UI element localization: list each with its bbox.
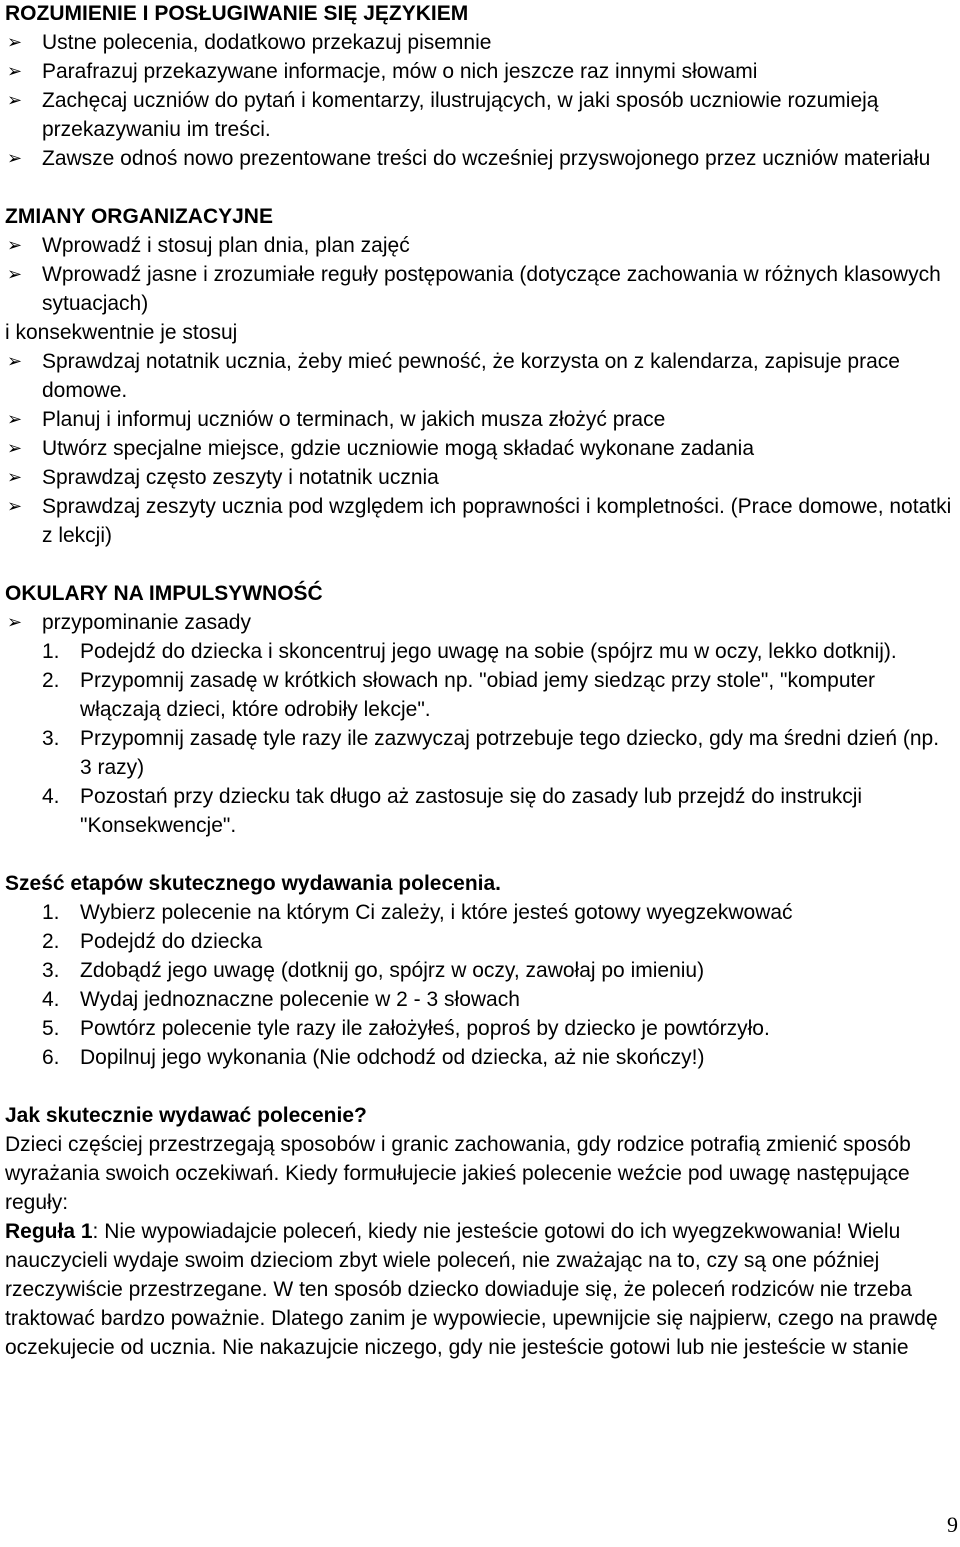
list-item: ➢ Ustne polecenia, dodatkowo przekazuj pisemnie	[5, 28, 955, 57]
list-item: 5. Powtórz polecenie tyle razy ile założyłeś, poproś by dziecko je powtórzyło.	[42, 1017, 770, 1040]
list-item: ➢ Sprawdzaj notatnik ucznia, żeby mieć pewność, że korzysta on z kalendarza, zapisuje prace domowe.	[5, 347, 955, 405]
rule-paragraph	[5, 1217, 955, 1362]
rule-text: : Nie wypowiadajcie poleceń, kiedy nie jesteście gotowi do ich wyegzekwowania! Wielu nauczycieli wydaje swoim dzieciom zbyt wiele poleceń, nie zważając na to, czy są one później rzeczywiście przestrzegane. W ten sposób dziecko dowiaduje się, że poleceń rodziców nie trzeba traktować bardzo poważnie. Dlatego zanim je wypowiecie, upewnijcie się najpierw, czego na prawdę oczekujecie od ucznia. Nie nakazujcie niczego, gdy nie jesteście gotowi lub nie jesteście w stanie	[5, 1220, 938, 1359]
arrow-bullet-icon: ➢	[7, 61, 23, 81]
bullet-list-okulary	[5, 608, 955, 637]
spacer	[5, 840, 955, 869]
arrow-bullet-icon: ➢	[7, 235, 23, 255]
section-heading-jak: Jak skutecznie wydawać polecenie?	[5, 1104, 367, 1127]
bullet-list-zmiany-b	[5, 347, 955, 550]
spacer	[5, 173, 955, 202]
list-item: 6. Dopilnuj jego wykonania (Nie odchodź od dziecka, aż nie skończy!)	[42, 1046, 705, 1069]
list-item: 1. Podejdź do dziecka i skoncentruj jego uwagę na sobie (spójrz mu w oczy, lekko dotknij).	[42, 640, 897, 663]
list-item: 2. Przypomnij zasadę w krótkich słowach np. "obiad jemy siedząc przy stole", "komputer włączają dzieci, które odrobiły lekcje".	[42, 669, 876, 721]
list-item: 3. Zdobądź jego uwagę (dotknij go, spójrz w oczy, zawołaj po imieniu)	[42, 959, 705, 982]
arrow-bullet-icon: ➢	[7, 32, 23, 52]
list-item: ➢ Utwórz specjalne miejsce, gdzie uczniowie mogą składać wykonane zadania	[5, 434, 955, 463]
arrow-bullet-icon: ➢	[7, 148, 23, 168]
arrow-bullet-icon: ➢	[7, 351, 23, 371]
numbered-list-okulary	[5, 637, 955, 840]
list-item: 4. Pozostań przy dziecku tak długo aż zastosuje się do zasady lub przejdź do instrukcji "Konsekwencje".	[42, 785, 863, 837]
spacer	[5, 1072, 955, 1101]
list-item: ➢ Parafrazuj przekazywane informacje, mów o nich jeszcze raz innymi słowami	[5, 57, 955, 86]
section-heading-zmiany: ZMIANY ORGANIZACYJNE	[5, 205, 273, 228]
arrow-bullet-icon: ➢	[7, 438, 23, 458]
list-item: ➢ Zachęcaj uczniów do pytań i komentarzy, ilustrujących, w jaki sposób uczniowie rozumieją przekazywaniu im treści.	[5, 86, 955, 144]
list-item: ➢ Sprawdzaj zeszyty ucznia pod względem ich poprawności i kompletności. (Prace domowe, notatki z lekcji)	[5, 492, 955, 550]
section-heading-rozumienie: ROZUMIENIE I POSŁUGIWANIE SIĘ JĘZYKIEM	[5, 2, 469, 25]
section-heading-szesc: Sześć etapów skutecznego wydawania polecenia.	[5, 872, 502, 895]
arrow-bullet-icon: ➢	[7, 264, 23, 284]
arrow-bullet-icon: ➢	[7, 467, 23, 487]
list-item: 1. Wybierz polecenie na którym Ci zależy, i które jesteś gotowy wyegzekwować	[42, 901, 793, 924]
intro-paragraph: Dzieci częściej przestrzegają sposobów i granic zachowania, gdy rodzice potrafią zmienić sposób wyrażania swoich oczekiwań. Kiedy formułujecie jakieś polecenie weźcie pod uwagę następujące reguły:	[5, 1133, 911, 1214]
arrow-bullet-icon: ➢	[7, 409, 23, 429]
arrow-bullet-icon: ➢	[7, 612, 23, 632]
arrow-bullet-icon: ➢	[7, 90, 23, 110]
arrow-bullet-icon: ➢	[7, 496, 23, 516]
document-page	[5, 0, 955, 1362]
plain-line: i konsekwentnie je stosuj	[5, 321, 238, 344]
list-item: ➢ Zawsze odnoś nowo prezentowane treści do wcześniej przyswojonego przez uczniów materiału	[5, 144, 955, 173]
list-item: 2. Podejdź do dziecka	[42, 930, 263, 953]
list-item: ➢ Planuj i informuj uczniów o terminach, w jakich musza złożyć prace	[5, 405, 955, 434]
bullet-list-zmiany-a	[5, 231, 955, 318]
paragraph-block	[5, 1130, 955, 1362]
list-item: ➢ Wprowadź jasne i zrozumiałe reguły postępowania (dotyczące zachowania w różnych klasowych sytuacjach)	[5, 260, 955, 318]
spacer	[5, 550, 955, 579]
rule-label: Reguła 1	[5, 1220, 93, 1243]
list-item: ➢ Wprowadź i stosuj plan dnia, plan zajęć	[5, 231, 955, 260]
list-item: 4. Wydaj jednoznaczne polecenie w 2 - 3 słowach	[42, 988, 520, 1011]
numbered-list-szesc	[5, 898, 955, 1072]
list-item: 3. Przypomnij zasadę tyle razy ile zazwyczaj potrzebuje tego dziecko, gdy ma średni dzień (np. 3 razy)	[42, 727, 940, 779]
section-heading-okulary: OKULARY NA IMPULSYWNOŚĆ	[5, 582, 323, 605]
list-item: ➢ przypominanie zasady	[5, 608, 955, 637]
list-item: ➢ Sprawdzaj często zeszyty i notatnik ucznia	[5, 463, 955, 492]
bullet-list-rozumienie	[5, 28, 955, 173]
page-number: 9	[947, 1512, 958, 1537]
